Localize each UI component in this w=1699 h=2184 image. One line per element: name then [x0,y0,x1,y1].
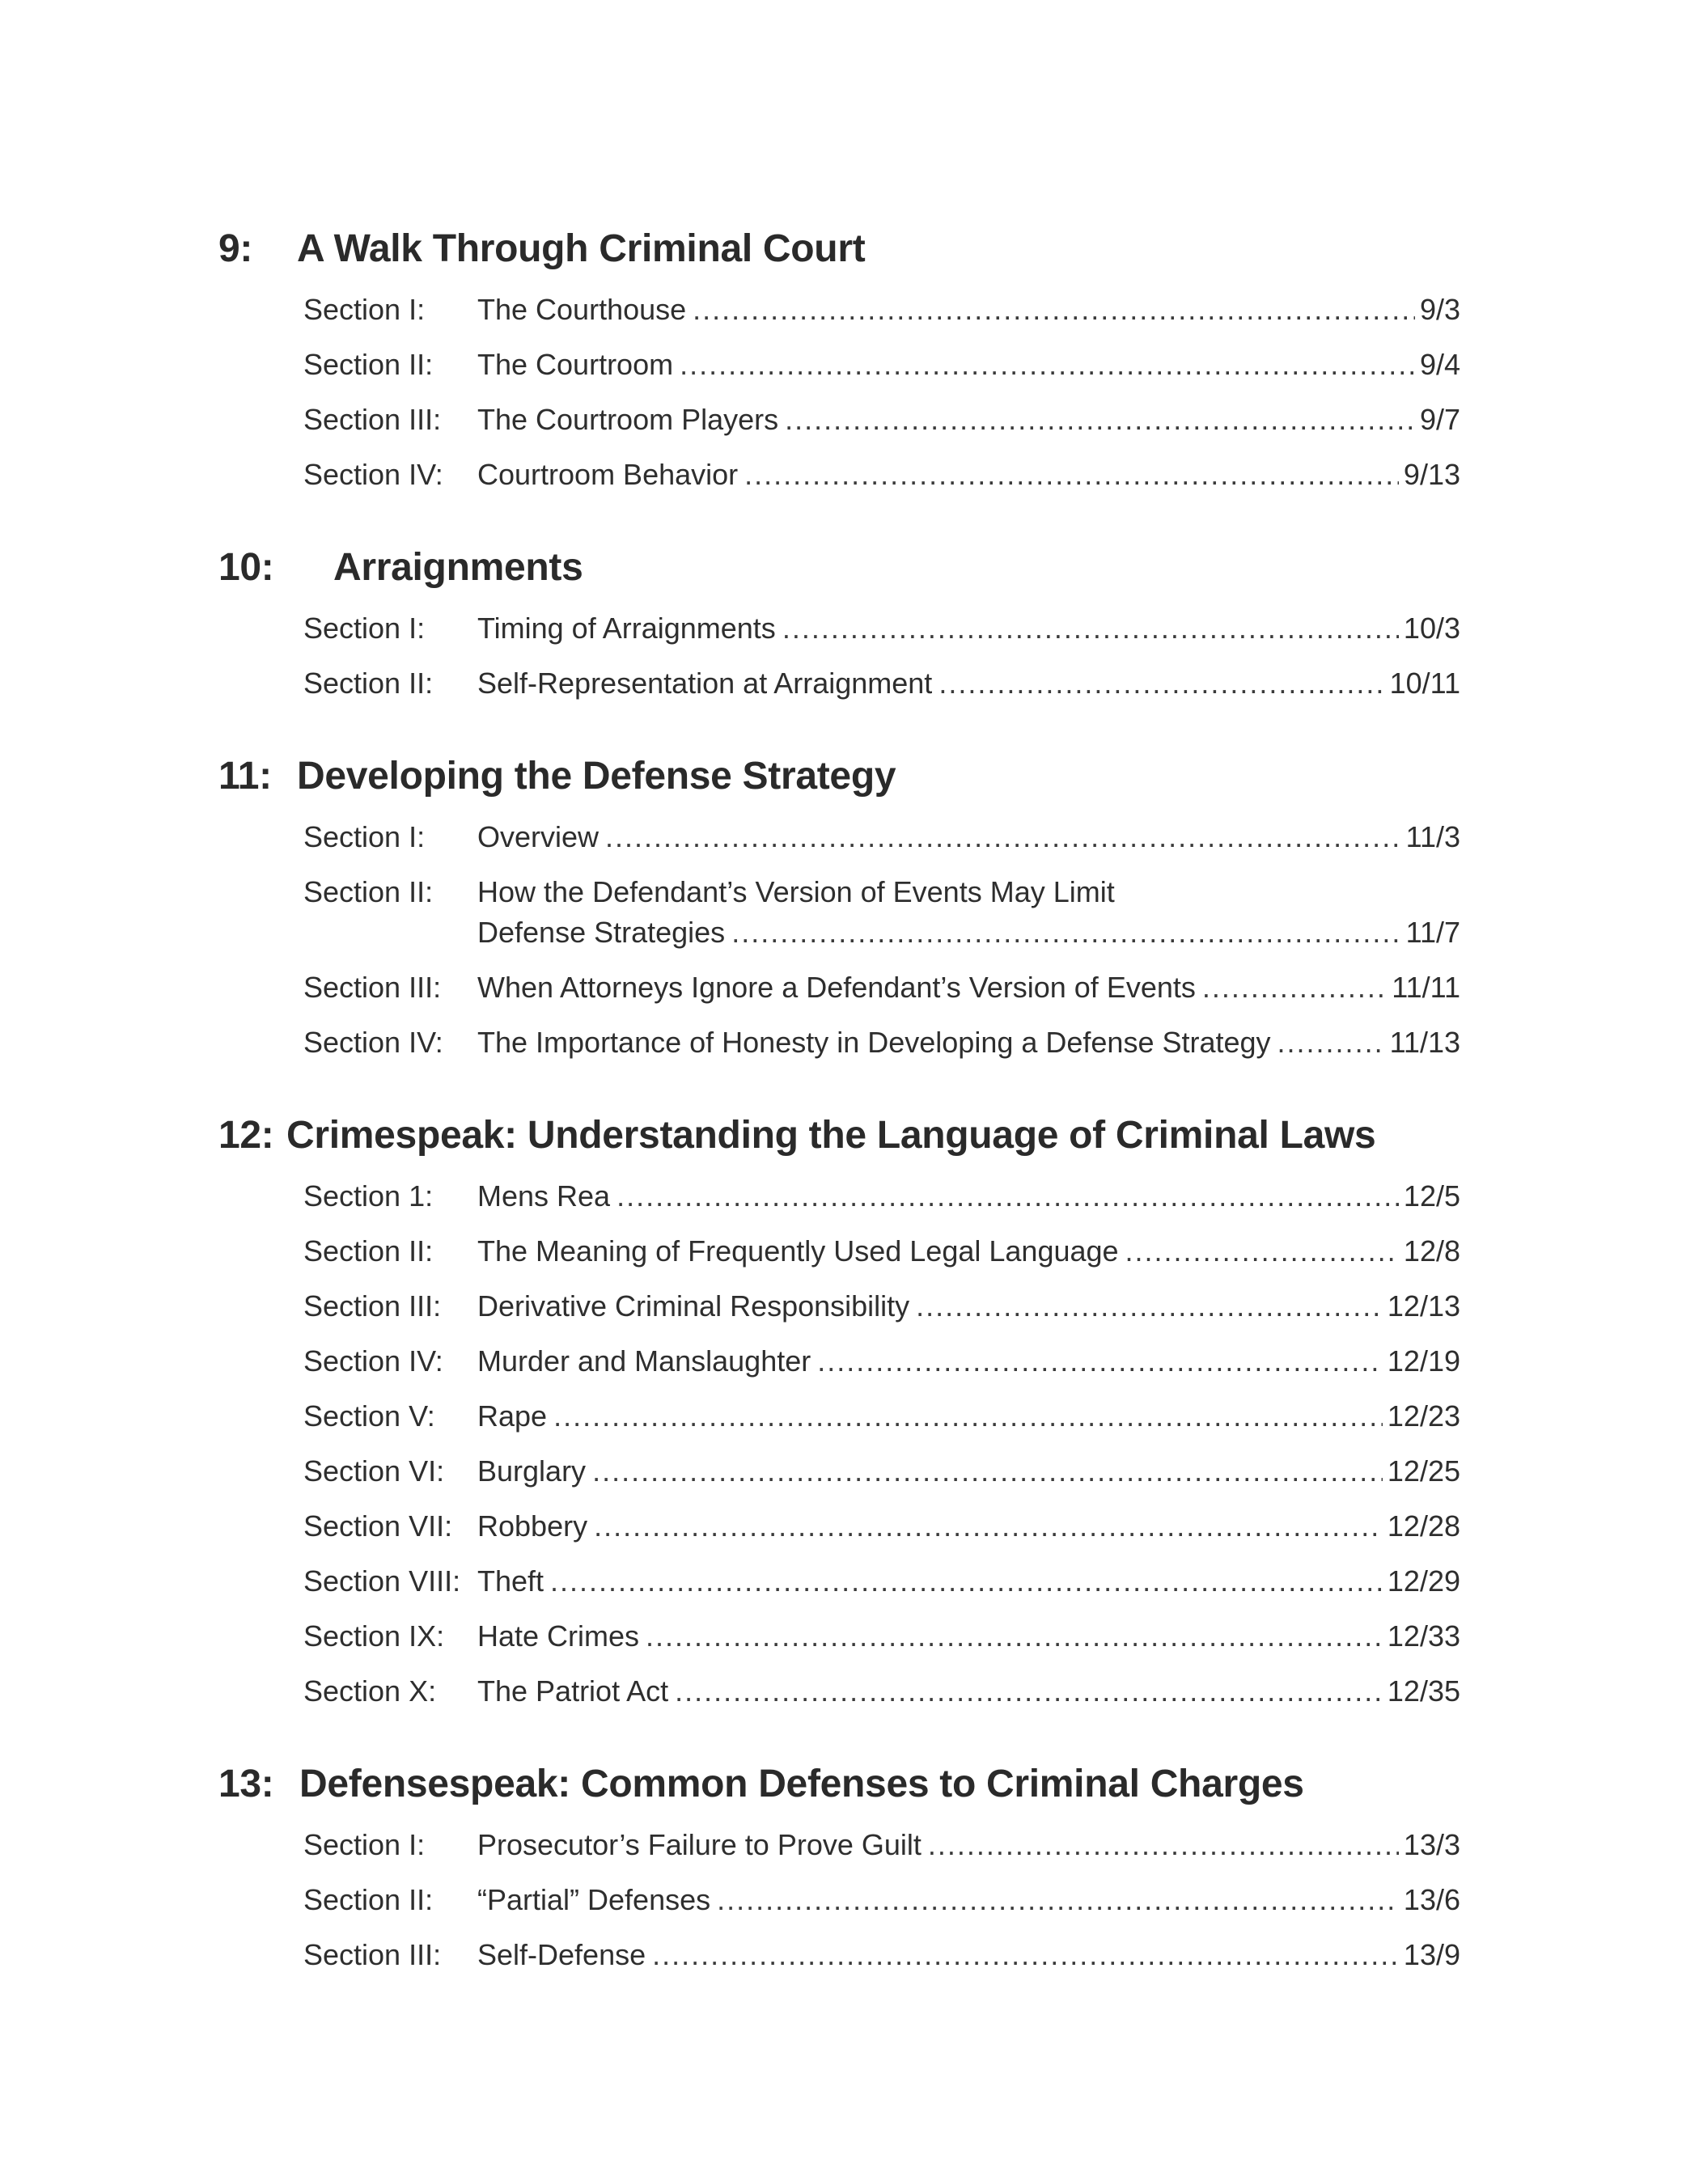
section-label: Section III: [303,403,442,436]
page-number: 12/25 [1387,1454,1460,1488]
chapter-number: 13: [218,1763,274,1805]
section-label: Section III: [303,971,442,1004]
toc-entry[interactable] [0,1395,1699,1438]
dot-leader [594,1505,1383,1548]
section-label: Section IX: [303,1619,445,1653]
toc-entry[interactable] [0,870,1699,914]
chapter-number: 12: [218,1114,274,1157]
dot-leader [928,1823,1399,1867]
section-label: Section IV: [303,1344,443,1378]
toc-entry[interactable] [0,343,1699,387]
toc-entry[interactable] [0,1285,1699,1328]
chapter-number: 9: [218,227,253,270]
page-number: 12/35 [1387,1674,1460,1708]
chapter-title: Developing the Defense Strategy [297,755,896,798]
section-title: Self-Representation at Arraignment [477,667,933,700]
dot-leader [605,815,1401,859]
section-label: Section II: [303,348,434,381]
toc-entry[interactable] [0,1823,1699,1867]
section-title: The Importance of Honesty in Developing a Defense Strategy [477,1026,1271,1059]
section-title: Self-Defense [477,1938,646,1971]
dot-leader [550,1560,1383,1603]
section-label: Section III: [303,1289,442,1323]
section-title: Timing of Arraignments [477,612,776,645]
page-number: 11/11 [1392,971,1460,1004]
section-label: Section II: [303,1234,434,1268]
section-title: Burglary [477,1454,587,1488]
toc-entry[interactable] [0,1505,1699,1548]
chapter-heading[interactable] [218,752,896,801]
toc-entry[interactable] [0,1615,1699,1658]
chapter-title: Arraignments [333,546,583,589]
section-label: Section II: [303,875,434,908]
section-label: Section II: [303,667,434,700]
dot-leader [1125,1230,1399,1273]
section-title: The Courthouse [477,293,687,326]
chapter-title: Defensespeak: Common Defenses to Criminal Charges [299,1763,1304,1805]
dot-leader [717,1878,1399,1922]
toc-entry[interactable] [0,288,1699,332]
page-number: 13/3 [1403,1828,1460,1861]
chapter-heading[interactable] [218,1760,1304,1809]
dot-leader [1202,966,1387,1009]
chapter-heading[interactable] [218,1111,1375,1160]
dot-leader [616,1175,1399,1218]
toc-entry[interactable] [0,1878,1699,1922]
page-number: 12/29 [1387,1564,1460,1598]
chapter-number: 10: [218,546,274,589]
dot-leader [652,1933,1399,1977]
page-number: 10/11 [1389,667,1460,700]
toc-entry[interactable] [0,1340,1699,1383]
toc-entry[interactable] [0,1021,1699,1064]
toc-entry[interactable] [0,662,1699,705]
page-number: 9/13 [1403,458,1460,491]
toc-entry[interactable] [0,1175,1699,1218]
page-number: 11/3 [1405,820,1460,853]
dot-leader [675,1670,1383,1713]
dot-leader [817,1340,1383,1383]
chapter-title: Crimespeak: Understanding the Language of Criminal Laws [286,1114,1376,1157]
page-number: 12/8 [1403,1234,1460,1268]
dot-leader [1277,1021,1385,1064]
page-number: 9/7 [1419,403,1460,436]
section-title: Rape [477,1399,548,1433]
section-label: Section I: [303,1828,426,1861]
dot-leader [916,1285,1383,1328]
toc-entry[interactable] [0,607,1699,650]
section-label: Section X: [303,1674,437,1708]
section-title: Defense Strategies [477,916,726,949]
dot-leader [744,453,1399,497]
chapter-heading[interactable] [218,544,583,592]
page-number: 11/13 [1389,1026,1460,1059]
page-number: 11/7 [1405,916,1460,949]
section-title: Theft [477,1564,544,1598]
toc-entry[interactable] [0,453,1699,497]
dot-leader [938,662,1384,705]
section-title: Overview [477,820,600,853]
toc-entry[interactable] [0,1933,1699,1977]
section-label: Section VII: [303,1509,453,1543]
dot-leader [592,1450,1383,1493]
dot-leader [731,911,1400,954]
dot-leader [646,1615,1383,1658]
chapter-heading[interactable] [218,225,865,273]
section-title-line1: How the Defendant’s Version of Events May Limit [477,875,1115,908]
dot-leader [680,343,1415,387]
page-number: 12/13 [1387,1289,1460,1323]
section-title: Hate Crimes [477,1619,640,1653]
page-number: 12/19 [1387,1344,1460,1378]
section-title: “Partial” Defenses [477,1883,711,1916]
section-title: The Courtroom Players [477,403,779,436]
section-label: Section III: [303,1938,442,1971]
page-number: 12/23 [1387,1399,1460,1433]
section-title: Prosecutor’s Failure to Prove Guilt [477,1828,922,1861]
section-title: Courtroom Behavior [477,458,739,491]
section-label: Section IV: [303,1026,443,1059]
page-number: 9/3 [1419,293,1460,326]
chapter-number: 11: [218,755,272,798]
toc-entry[interactable] [0,1670,1699,1713]
page-number: 12/5 [1403,1179,1460,1213]
page-number: 12/28 [1387,1509,1460,1543]
section-title: The Patriot Act [477,1674,669,1708]
section-label: Section II: [303,1883,434,1916]
page-number: 13/6 [1403,1883,1460,1916]
dot-leader [553,1395,1383,1438]
toc-entry[interactable] [0,1560,1699,1603]
section-label: Section I: [303,820,426,853]
page-number: 9/4 [1419,348,1460,381]
toc-entry[interactable] [0,1450,1699,1493]
section-title: Murder and Manslaughter [477,1344,811,1378]
toc-entry[interactable] [0,815,1699,859]
section-label: Section VI: [303,1454,445,1488]
toc-entry[interactable] [0,966,1699,1009]
section-label: Section VIII: [303,1564,461,1598]
page-number: 13/9 [1403,1938,1460,1971]
section-title: Derivative Criminal Responsibility [477,1289,910,1323]
dot-leader [693,288,1415,332]
toc-entry-continuation[interactable] [0,911,1699,954]
section-label: Section I: [303,612,426,645]
section-title: Robbery [477,1509,588,1543]
section-label: Section V: [303,1399,435,1433]
toc-entry[interactable] [0,398,1699,442]
dot-leader [785,398,1415,442]
page-number: 12/33 [1387,1619,1460,1653]
section-label: Section IV: [303,458,443,491]
section-label: Section I: [303,293,426,326]
section-title: The Meaning of Frequently Used Legal Language [477,1234,1119,1268]
page-number: 10/3 [1403,612,1460,645]
section-label: Section 1: [303,1179,434,1213]
section-title: Mens Rea [477,1179,611,1213]
dot-leader [782,607,1399,650]
section-title: The Courtroom [477,348,674,381]
toc-entry[interactable] [0,1230,1699,1273]
section-title: When Attorneys Ignore a Defendant’s Version of Events [477,971,1196,1004]
chapter-title: A Walk Through Criminal Court [297,227,866,270]
